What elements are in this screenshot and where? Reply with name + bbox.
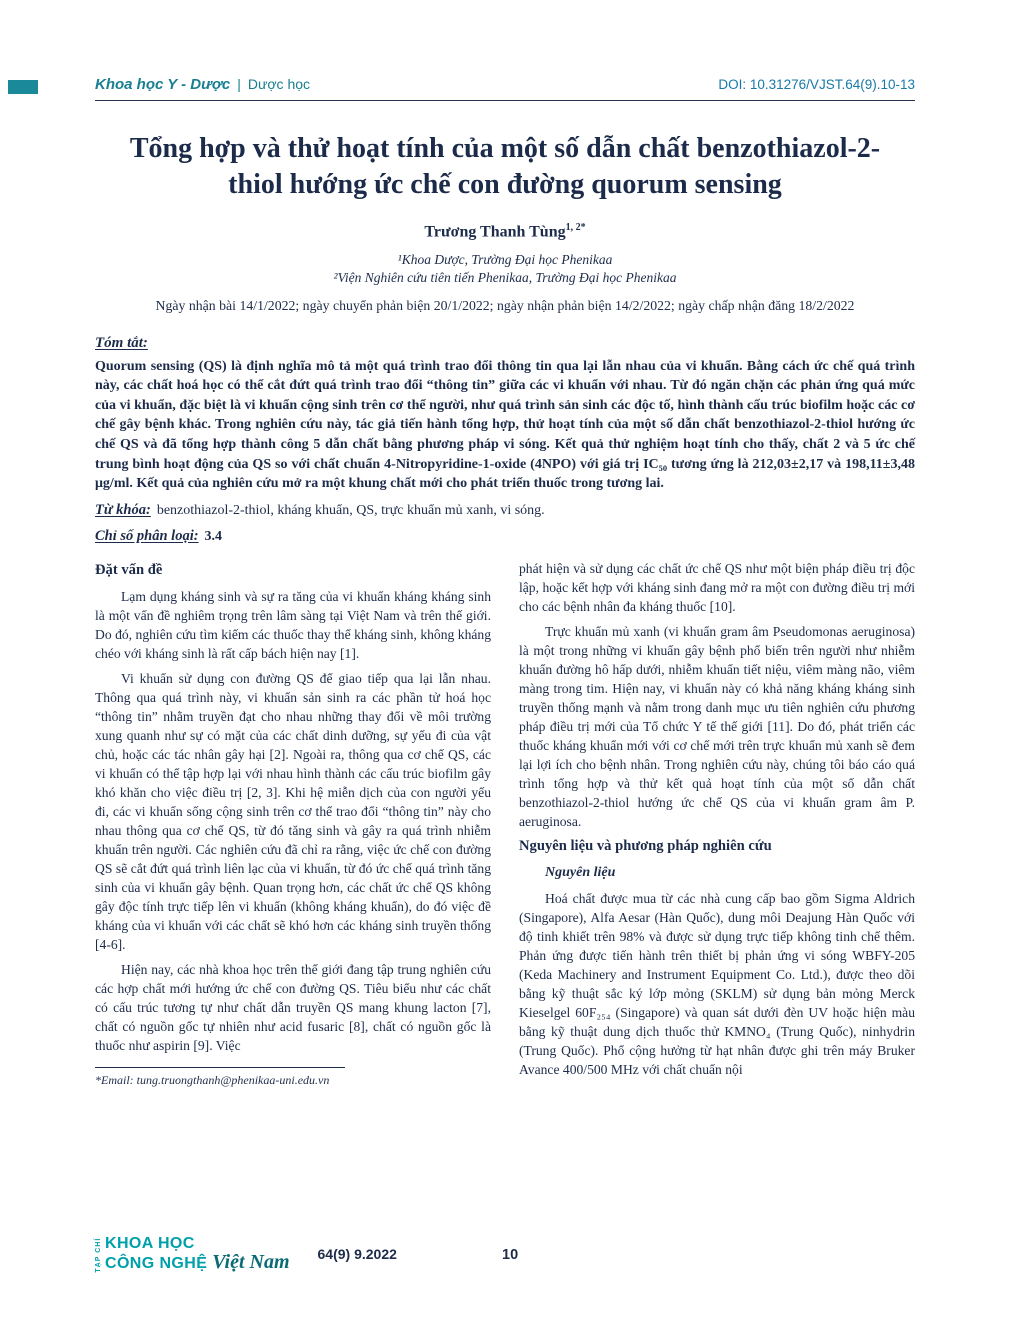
affiliation: ¹Khoa Dược, Trường Đại học Phenikaa: [397, 252, 613, 268]
paragraph: phát hiện và sử dụng các chất ức chế QS như một biện pháp điều trị độc lập, hoặc kết hợp với kháng sinh đang mở ra một con đường điều trị mới cho các bệnh nhân đa kháng thuốc [10].: [519, 560, 915, 614]
logo-tagline: TẠP CHÍ: [95, 1237, 102, 1273]
journal-section-subtitle: Dược học: [247, 76, 311, 92]
page-header: [95, 76, 915, 101]
footer-issue: 64(9) 9.2022: [317, 1246, 397, 1263]
right-column: [519, 559, 915, 1204]
abstract-section: [95, 334, 915, 494]
doi-text: DOI: 10.31276/VJST.64(9).10-13: [718, 77, 915, 92]
journal-section: [95, 76, 310, 94]
paragraph: Trực khuẩn mủ xanh (vi khuẩn gram âm Pseudomonas aeruginosa) là một trong những vi khuẩn gây bệnh phổ biến trên người như nhiễm khuẩn đường hô hấp dưới, nhiễm khuẩn tiết niệu, viêm màng não, viêm màng trong tim. Hiện nay, vi khuẩn này có khả năng kháng kháng sinh truyền thống mạnh và nằm trong danh mục ưu tiên nghiên cứu phương pháp điều trị mới của Tổ chức Y tế thế giới [11]. Do đó, phát triển các thuốc kháng khuẩn mới với cơ chế mới trên trực khuẩn mủ xanh sẽ đem lại lợi ích cho bệnh nhân. Trong nghiên cứu này, chúng tôi báo cáo quá trình tổng hợp và thử kết quả hoạt tính của một số dẫn chất benzothiazol-2-thiol hướng ức chế QS của vi khuẩn gram âm P. aeruginosa.: [519, 623, 915, 829]
intro-heading: Đặt vấn đề: [95, 561, 163, 578]
keywords-label: Từ khóa:: [95, 501, 151, 518]
submission-dates: Ngày nhận bài 14/1/2022; ngày chuyển phản biện 20/1/2022; ngày nhận phản biện 14/2/2022; ngày chấp nhận đăng 18/2/2022: [155, 297, 855, 313]
page-content: [95, 76, 915, 1204]
classification-label: Chỉ số phân loại:: [95, 527, 199, 544]
journal-section-title: Khoa học Y - Dược: [95, 76, 231, 93]
page-number: 10: [502, 1247, 519, 1263]
two-column-body: [95, 559, 915, 1204]
journal-logo: [95, 1236, 290, 1273]
left-column: [95, 559, 491, 1204]
paragraph: Lạm dụng kháng sinh và sự ra tăng của vi khuẩn kháng kháng sinh là một vấn đề nghiêm trọng trên lâm sàng tại Việt Nam và trên thế giới. Do đó, nghiên cứu tìm kiếm các thuốc thay thế kháng sinh, không kháng chéo với kháng sinh là rất cấp bách hiện nay [1].: [95, 588, 491, 661]
logo-row: [105, 1250, 290, 1273]
logo-line1: KHOA HỌC: [105, 1235, 195, 1252]
section-divider: |: [237, 76, 241, 92]
author-line: [95, 222, 915, 241]
author-superscript: 1, 2*: [565, 221, 586, 233]
keywords-text: benzothiazol-2-thiol, kháng khuẩn, QS, trực khuẩn mủ xanh, vi sóng.: [156, 502, 545, 518]
paragraph: Hiện nay, các nhà khoa học trên thế giới đang tập trung nghiên cứu các hợp chất mới hướng ức chế con đường QS. Tiêu biểu như các chất có cấu trúc tương tự như chất dẫn truyền QS mang khung lacton [7], chất có nguồn gốc tự nhiên như acid fusaric [8], chất có nguồn gốc là thuốc như aspirin [9]. Việc: [95, 961, 491, 1053]
journal-accent-mark: [8, 80, 38, 94]
paragraph: Vi khuẩn sử dụng con đường QS để giao tiếp qua lại lẫn nhau. Thông qua quá trình này, vi khuẩn sản sinh ra các phần tử hoá học “thông tin” nhằm truyền đạt cho nhau những thay đổi về môi trường xung quanh như sự có mặt của các chất dinh dưỡng, sự yếu đi của vật chủ, hoặc các tác nhân gây hại [2]. Ngoài ra, thông qua cơ chế QS, các vi khuẩn có thể tập hợp lại với nhau hình thành các cấu trúc biofilm gây khó khăn cho việc điều trị [2, 3]. Khi hệ miễn dịch của con người yếu đi, các vi khuẩn sống cộng sinh trên cơ thể trao đổi “thông tin” này cho nhau thông qua cơ chế QS, từ đó tăng sinh và gây ra quá trình nhiễm khuẩn trên người. Các nghiên cứu đã chỉ ra rằng, việc ức chế con đường QS sẽ cắt đứt quá trình liên lạc của vi khuẩn, từ đó ức chế quá trình tăng sinh của vi khuẩn gây bệnh. Quan trọng hơn, các chất ức chế QS không gây độc tính trực tiếp lên vi khuẩn (không kháng khuẩn), do đó việc đề kháng của vi khuẩn với các chất sẽ khó hơn các kháng sinh truyền thống [4-6].: [95, 670, 491, 952]
logo-script-vietnam: Việt Nam: [212, 1250, 290, 1273]
classification-line: [95, 528, 915, 545]
materials-subheading: Nguyên liệu: [545, 864, 616, 880]
logo-main: [105, 1236, 290, 1273]
paragraph: Hoá chất được mua từ các nhà cung cấp bao gồm Sigma Aldrich (Singapore), Alfa Aesar (Hàn Quốc), dung môi Deajung Hàn Quốc với độ tinh khiết trên 98% và được sử dụng trực tiếp không tinh chế thêm. Phản ứng được tiến hành trên thiết bị phản ứng vi sóng WBFY-205 (Keda Machinery and Instrument Equipment Co. Ltd.), được theo dõi bằng kỹ thuật sắc ký lớp mỏng (SKLM) sử dụng bản mỏng Merck Kieselgel 60F₂₅₄ (Singapore) và quan sát dưới đèn UV hoặc hiện màu bằng kỹ thuật dung dịch thuốc thử KMNO₄ (Trung Quốc), ninhydrin (Trung Quốc). Phổ cộng hưởng từ hạt nhân được ghi trên máy Bruker Avance 400/500 MHz với chất chuẩn nội: [519, 890, 915, 1077]
abstract-label: Tóm tắt:: [95, 334, 148, 351]
footnote-email: *Email: tung.truongthanh@phenikaa-uni.edu.vn: [95, 1067, 345, 1090]
article-title: Tổng hợp và thử hoạt tính của một số dẫn chất benzothiazol-2-thiol hướng ức chế con đường quorum sensing: [129, 133, 881, 201]
author-name: Trương Thanh Tùng: [424, 223, 566, 241]
footer: [95, 1236, 397, 1273]
classification-value: 3.4: [204, 528, 223, 544]
materials-methods-heading: Nguyên liệu và phương pháp nghiên cứu: [519, 837, 772, 854]
affiliations: [95, 251, 915, 287]
affiliation: ²Viện Nghiên cứu tiên tiến Phenikaa, Trường Đại học Phenikaa: [333, 270, 677, 286]
abstract-text: Quorum sensing (QS) là định nghĩa mô tả một quá trình trao đổi thông tin qua lại lẫn nhau của vi khuẩn. Bằng cách ức chế quá trình này, các chất hoá học có thể cắt đứt quá trình trao đổi “thông tin” giữa các vi khuẩn với nhau. Từ đó ngăn chặn các phản ứng quá mức của vi khuẩn, đặc biệt là vi khuẩn cộng sinh trên cơ thể người, như quá trình sản sinh các độc tố, hình thành cấu trúc biofilm hoặc các cơ chế gây bệnh khác. Trong nghiên cứu này, tác giả tiến hành tổng hợp, thử hoạt tính của một số dẫn chất benzothiazol-2-thiol hướng ức chế QS và đã tổng hợp thành công 5 dẫn chất bằng phương pháp vi sóng. Kết quả thử nghiệm hoạt tính cho thấy, chất 2 và 5 ức chế trung bình hoạt động của QS so với chất chuẩn 4-Nitropyridine-1-oxide (4NPO) với giá trị IC₅₀ tương ứng là 212,03±2,17 và 198,11±3,48 μg/ml. Kết quả của nghiên cứu mở ra một khung chất mới cho phát triển thuốc trong tương lai.: [95, 358, 915, 492]
keywords-line: [95, 502, 915, 519]
logo-line2: CÔNG NGHỆ: [105, 1254, 208, 1272]
